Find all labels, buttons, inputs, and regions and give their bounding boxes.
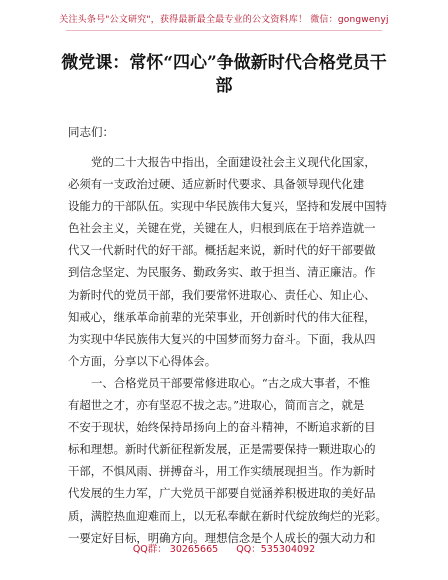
body-line: 质，满腔热血迎难而上，以无私奉献在新时代绽放绚烂的光彩。 [68,508,387,523]
body-line: 党的二十大报告中指出，全面建设社会主义现代化国家， [91,155,376,169]
body-line: 标和理想。新时代新征程新发展，正是需要保持一颗进取心的 [68,442,376,457]
body-line: 干部，不惧风雨、拼搏奋斗，用工作实绩展现担当。作为新时 [68,464,376,479]
body-line: 必须有一支政治过硬、适应新时代要求、具备领导现代化建 [68,177,365,192]
footer-qq: QQ：535304092 [236,544,316,555]
document-title [60,52,388,98]
body-line: 知戒心，继承革命前辈的光荣事业，开创新时代的伟大征程， [68,309,376,324]
body-line: 代又一代新时代的好干部。概括起来说，新时代的好干部要做 [68,243,376,258]
title-line-1: 微党课：常怀“四心”争做新时代合格党员干 [61,53,387,73]
document-body [68,151,387,549]
body-line: 代发展的生力军，广大党员干部要自觉涵养积极进取的美好品 [68,486,376,501]
body-line: 为实现中华民族伟大复兴的中国梦而努力奋斗。下面，我从四 [68,331,376,346]
body-line: 设能力的干部队伍。实现中华民族伟大复兴，坚持和发展中国特 [68,199,387,214]
salutation: 同志们： [68,125,114,139]
body-line: 一、合格党员干部要常修进取心。“古之成大事者，不惟 [91,375,371,390]
title-line-2: 部 [215,76,233,96]
header-promo-note: 关注头条号"公文研究"，获得最新最全最专业的公文资料库！ 微信：gongwenyj [59,15,389,25]
body-line: 个方面，分享以下心得体会。 [68,353,217,368]
body-line: 一要定好目标，明确方向。理想信念是个人成长的强大动力和 [68,530,376,545]
body-line: 为新时代的党员干部，我们要常怀进取心、责任心、知止心、 [68,287,376,302]
body-line: 有超世之才，亦有坚忍不拔之志。”进取心，简而言之，就是 [68,398,365,413]
body-line: 不安于现状，始终保持昂扬向上的奋斗精神，不断追求新的目 [68,420,376,435]
body-line: 到信念坚定、为民服务、勤政务实、敢于担当、清正廉洁。作 [68,265,376,280]
footer-qq-group: QQ群： 30265665 [132,544,219,555]
body-line: 色社会主义，关键在党，关键在人，归根到底在于培养造就一 [68,221,376,236]
footer-contact [0,541,448,555]
header-divider [66,30,382,31]
